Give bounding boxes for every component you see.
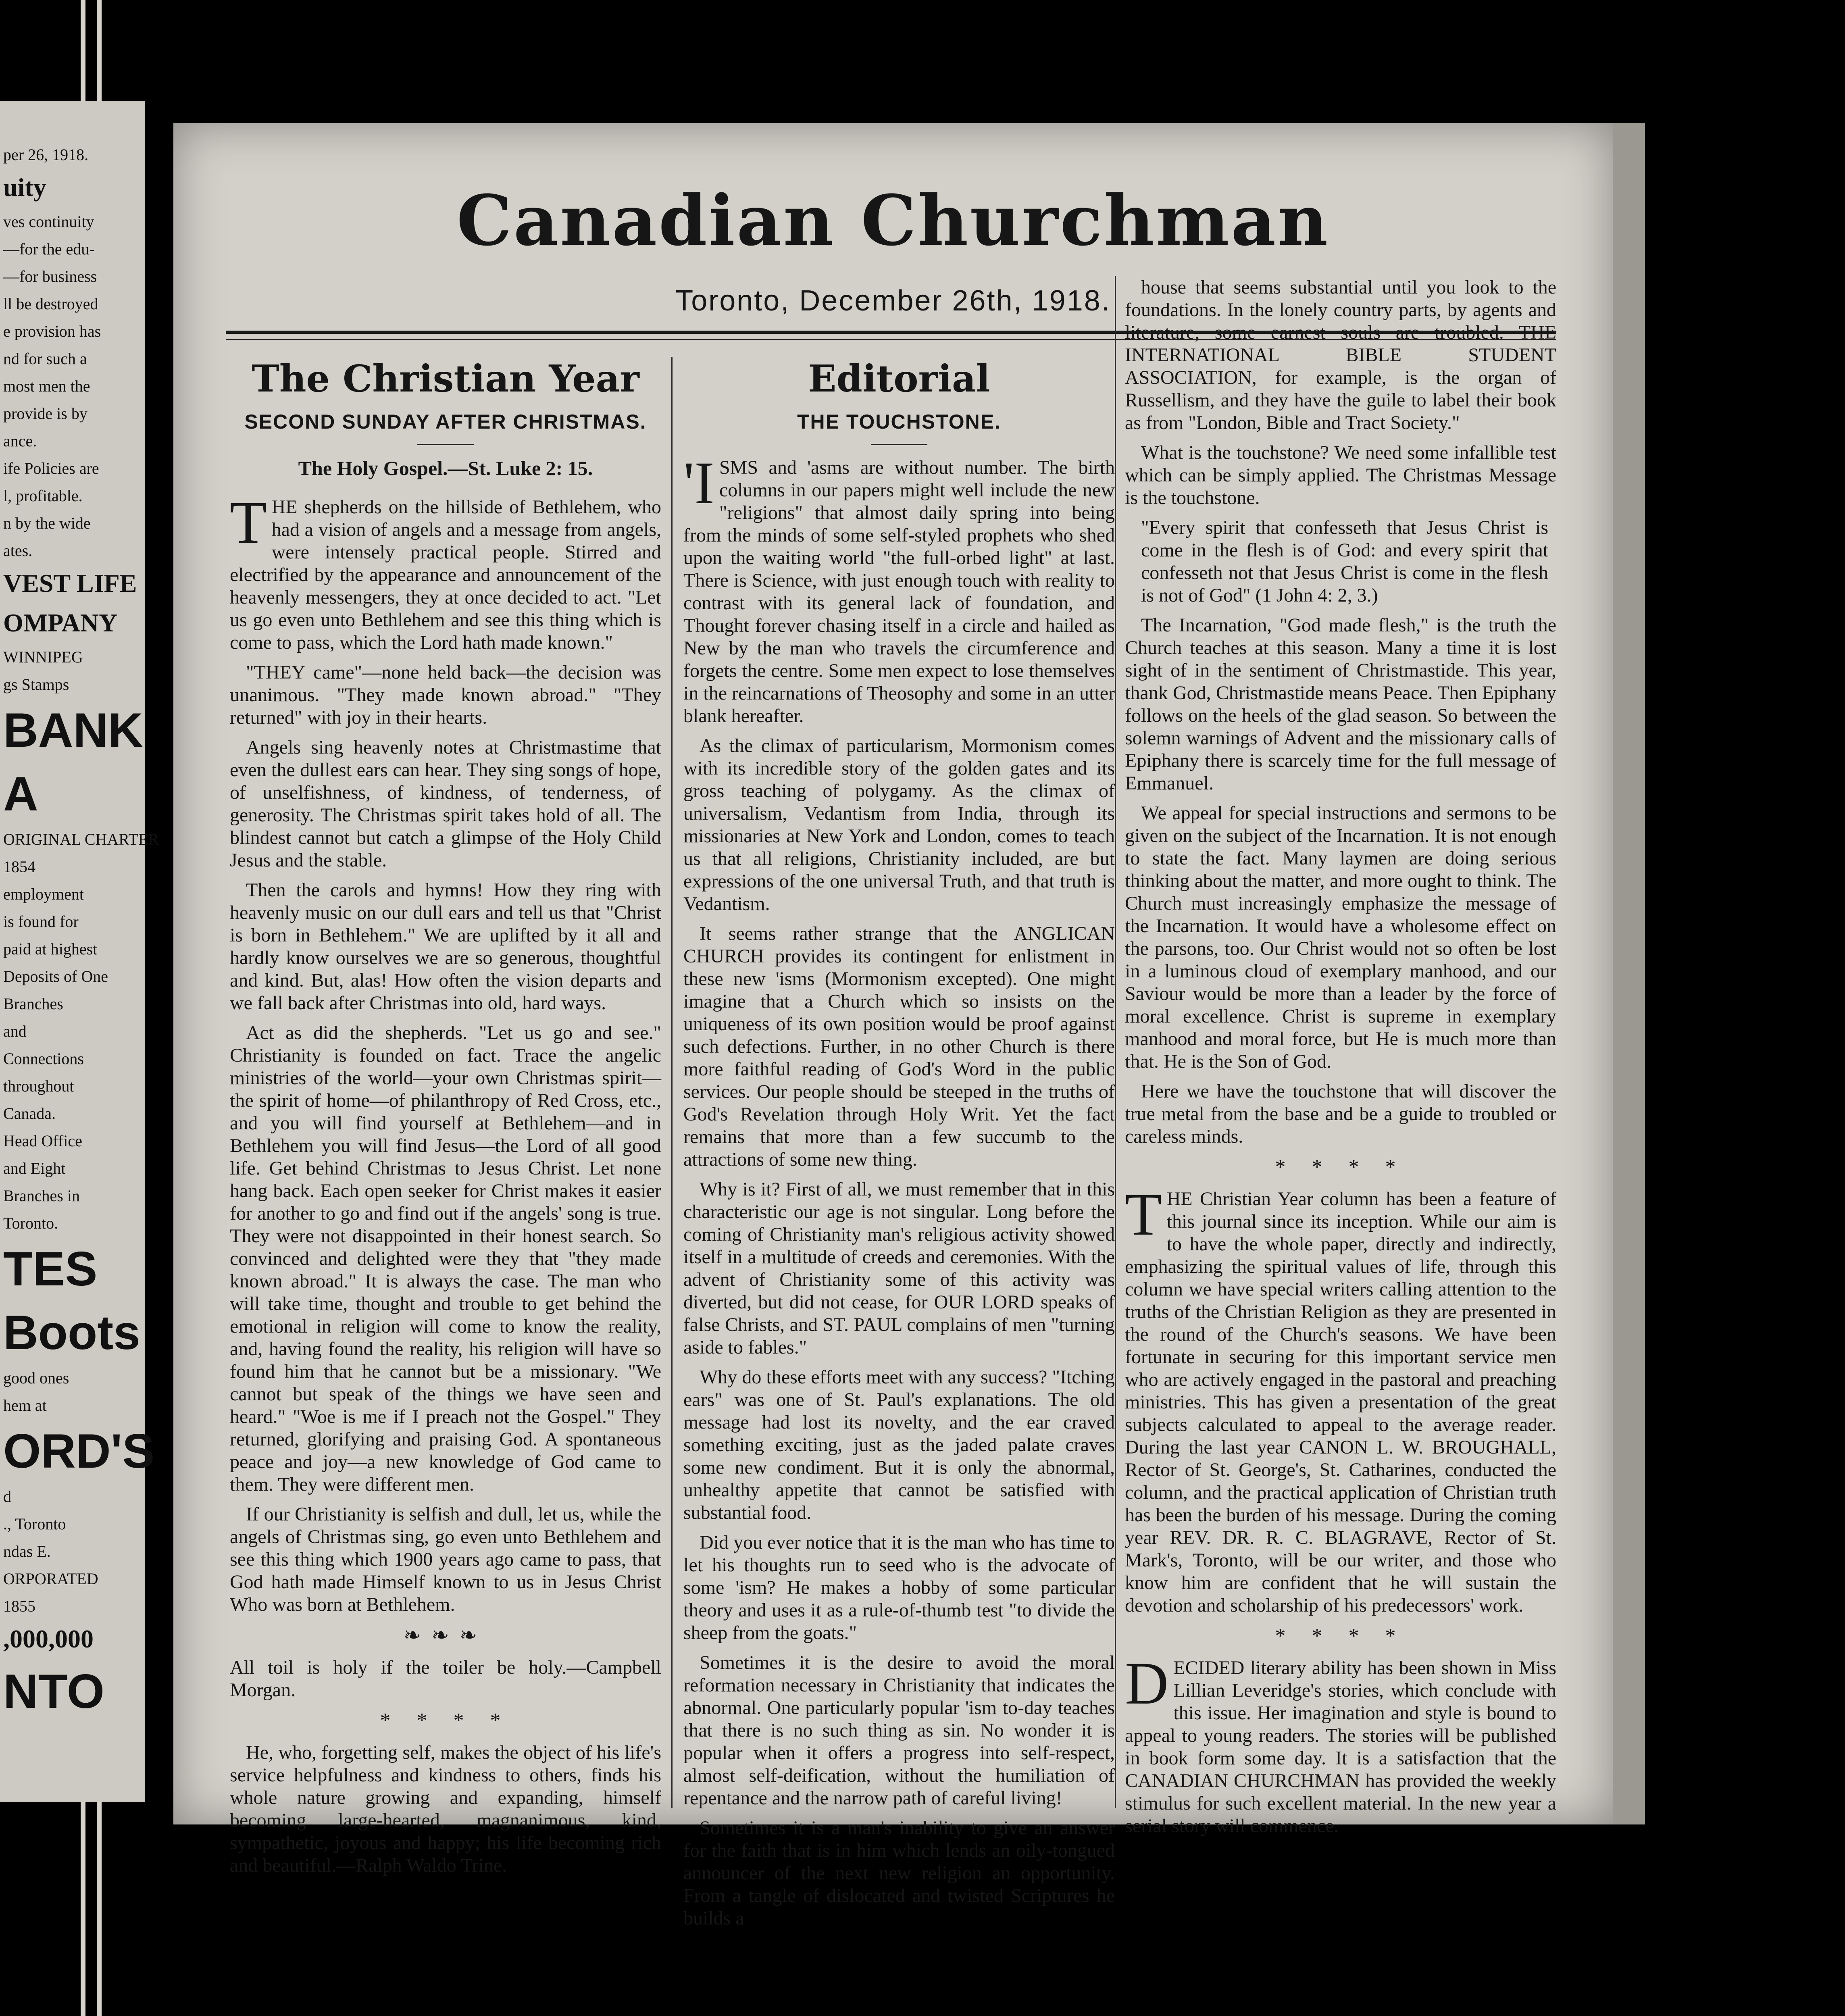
short-rule xyxy=(871,444,927,445)
ad-fragment-text: per 26, 1918. xyxy=(3,146,89,164)
quote-paragraph: All toil is holy if the toiler be holy.—Campbell Morgan. xyxy=(230,1657,661,1701)
body-paragraph: Then the carols and hymns! How they ring with heavenly music on our dull ears and tell us that "Christ is born in Bethlehem." We are uplifted by it all and hardly know ourselves we are so generous, thoughtful and kind. But, alas! How often the vision departs and we fall back after Christmas into old, hard ways. xyxy=(230,879,661,1014)
ad-fragment-text: WINNIPEG xyxy=(3,648,83,666)
christian-year-column xyxy=(230,357,661,1884)
short-rule xyxy=(417,444,474,445)
ad-fragment-text: OMPANY xyxy=(3,608,118,637)
note-paragraph: DECIDED literary ability has been shown in Miss Lillian Leveridge's stories, which conclude with this issue. Her imagination and style is bound to appeal to young readers. The stories will be published in book form some day. It is a satisfaction that the CANADIAN CHURCHMAN has provided the weekly stimulus for such excellent material. In the new year a serial story will commence. xyxy=(1125,1650,1556,1837)
ad-fragment-text: provide is by xyxy=(3,404,87,423)
ad-fragment-text: ife Policies are xyxy=(3,459,99,477)
ad-fragment-text: TES xyxy=(3,1242,98,1296)
ad-fragment-text: ndas E. xyxy=(3,1542,51,1560)
ad-fragment-text: Toronto. xyxy=(3,1214,58,1232)
article-body xyxy=(230,489,661,1616)
body-paragraph: Did you ever notice that it is the man who has time to let his thoughts run to seed who is the advocate of some 'ism? He makes a hobby of some particular theory and uses it as a rule-of-thumb test "to divide the sheep from the goats." xyxy=(683,1532,1115,1643)
ad-fragment-text: —for the edu- xyxy=(3,240,95,258)
column-subheading: THE TOUCHSTONE. xyxy=(797,410,1001,433)
ad-fragment-text: n by the wide xyxy=(3,514,91,532)
body-paragraph: As the climax of particularism, Mormonism comes with its incredible story of the golden gates and its gross teaching of polygamy. As the climax of universalism, Vedantism from India, through its missionaries at New York and London, comes to teach us that all religions, Christianity included, are but expressions of the one universal Truth, and that truth is Vedantism. xyxy=(683,735,1115,914)
body-paragraph: house that seems substantial until you look to the foundations. In the lonely country parts, by agents and literature, some earnest souls are troubled. THE INTERNATIONAL BIBLE STUDENT ASSOCIATION, for example, is the organ of Russellism, and they have the guile to label their book as from "London, Bible and Tract Society." xyxy=(1125,277,1556,433)
article-body xyxy=(1125,276,1556,509)
body-paragraph: Here we have the touchstone that will discover the true metal from the base and be a guide to troubled or careless minds. xyxy=(1125,1081,1556,1147)
ad-fragment-text: Branches in xyxy=(3,1187,80,1205)
ad-fragment-text: VEST LIFE xyxy=(3,569,137,598)
ad-fragment-text: Connections xyxy=(3,1050,84,1068)
masthead-date: Toronto, December 26th, 1918. xyxy=(675,285,1111,317)
ad-fragment-text: BANK xyxy=(3,703,143,757)
scripture-quote xyxy=(1125,516,1556,607)
ad-fragment-text: Branches xyxy=(3,995,63,1013)
star-separator: * * * * xyxy=(1275,1156,1406,1179)
column-heading: Editorial xyxy=(808,357,990,400)
star-separator: * * * * xyxy=(380,1709,511,1732)
ad-fragment-text: ates. xyxy=(3,541,33,560)
body-paragraph: Angels sing heavenly notes at Christmastime that even the dullest ears can hear. They sing songs of hope, of unselfishness, of kindness, of tenderness, of generosity. The Christmas spirit takes hold of all. The blindest cannot but catch a glimpse of the Holy Child Jesus and the stable. xyxy=(230,737,661,871)
body-paragraph: Why do these efforts meet with any success? "Itching ears" was one of St. Paul's explanations. The old message had lost its novelty, and the ear craved something exciting, just as the jaded palate craves some new condiment. But it is only the abnormal, unhealthy appetite that cannot be satisfied with substantial food. xyxy=(683,1366,1115,1523)
masthead-title: Canadian Churchman xyxy=(456,179,1330,261)
ad-fragment-text: ., Toronto xyxy=(3,1515,66,1533)
body-paragraph: Why is it? First of all, we must remember that in this characteristic our age is not singular. Long before the coming of Christianity man's religious activity showed itself in a multitude of creeds and ceremonies. With the advent of Christianity some of this activity was diverted, but did not cease, for OUR LORD speaks of false Christs, and ST. PAUL complains of men "turning aside to fables." xyxy=(683,1179,1115,1358)
ad-fragment-text: good ones xyxy=(3,1369,69,1387)
body-paragraph: It seems rather strange that the ANGLICAN CHURCH provides its contingent for enlistment in these new 'isms (Mormonism excepted). One might imagine that a Church which so insists on the uniqueness of its own position would be proof against such defections. Further, in no other Church is there more faithful reading of God's Word in the public services. Our people should be steeped in the truths of God's Revelation through Holy Writ. Yet the fact remains that more than a few succumb to the attractions of some new thing. xyxy=(683,923,1115,1170)
ad-fragment-text: paid at highest xyxy=(3,940,98,958)
ad-fragment-text: ORD'S xyxy=(3,1424,155,1478)
scripture-text: "Every spirit that confesseth that Jesus Christ is come in the flesh is of God: and every spirit that confesseth not that Jesus Christ is come in the flesh is not of God" (1 John 4: 2, 3.) xyxy=(1141,517,1548,606)
body-paragraph: "THEY came"—none held back—the decision was unanimous. "They made known abroad." "They returned" with joy in their hearts. xyxy=(230,662,661,728)
column-heading: The Christian Year xyxy=(252,357,639,400)
ad-fragment-text: d xyxy=(3,1487,11,1506)
ad-fragment-text: ,000,000 xyxy=(3,1624,94,1653)
quote-paragraph: He, who, forgetting self, makes the object of his life's service helpfulness and kindness to others, finds his whole nature growing and expanding, himself becoming large-hearted, magnanimous, kind, sympathetic, joyous and happy; his life becoming rich and beautiful.—Ralph Waldo Trine. xyxy=(230,1742,661,1876)
column-divider xyxy=(671,357,673,1808)
ad-fragment-text: employment xyxy=(3,885,84,903)
column-subheading: SECOND SUNDAY AFTER CHRISTMAS. xyxy=(244,410,647,433)
ad-fragment-text: Head Office xyxy=(3,1132,82,1150)
ornament-separator: ❧❧❧ xyxy=(403,1624,488,1647)
body-paragraph: The Incarnation, "God made flesh," is the truth the Church teaches at this season. Many a time it is lost sight of in the sentiment of Christmastide. This year, thank God, Christmastide means Peace. Then Epiphany follows on the heels of the glad season. So between the solemn warnings of Advent and the missionary calls of Epiphany there is scarcely time for the full message of Emmanuel. xyxy=(1125,614,1556,794)
editorial-column xyxy=(683,357,1115,1937)
note-paragraph: THE Christian Year column has been a feature of this journal since its inception. While our aim is to have the whole paper, directly and indirectly, emphasizing the spiritual values of life, through this column we have special writers calling attention to the truths of the Christian Religion as they are presented in the round of the Church's seasons. We have been fortunate in securing for this important service men who are actively engaged in the pastoral and preaching ministries. This has given a presentation of the great subjects calculated to appeal to the average reader. During the last year CANON L. W. BROUGHALL, Rector of St. George's, St. Catharines, conducted the column, and the practical application of Christian truth has been the burden of his message. During the coming year REV. DR. R. C. BLAGRAVE, Rector of St. Mark's, Toronto, will be our writer, and those who know him are confident that he will sustain the devotion and scholarship of his predecessors' work. xyxy=(1125,1181,1556,1616)
ad-fragment-text: ance. xyxy=(3,432,37,450)
ad-fragment-text: A xyxy=(3,767,38,821)
body-paragraph: If our Christianity is selfish and dull, let us, while the angels of Christmas sing, go even unto Bethlehem and see this thing which 1900 years ago came to pass, that God hath made Himself known to us in Jesus Christ Who was born at Bethlehem. xyxy=(230,1504,661,1615)
ad-fragment-text: 1854 xyxy=(3,858,35,876)
ad-fragment-text: hem at xyxy=(3,1396,47,1414)
ad-fragment-text: ORIGINAL CHARTER xyxy=(3,830,159,848)
editorial-continued-column xyxy=(1125,276,1556,1845)
ad-fragment-text: —for business xyxy=(3,267,97,285)
ad-fragment-text: e provision has xyxy=(3,322,101,340)
body-paragraph: Act as did the shepherds. "Let us go and see." Christianity is founded on fact. Trace the angelic ministries of the world—your own Christmas spirit—the spirit of home—of philanthropy of Red Cross, etc., and you will find yourself at Bethlehem—and in Bethlehem you will find Jesus—the Lord of all good life. Get behind Christmas to Jesus Christ. Let none hang back. Each open seeker for Christ makes it easier for another to go and find out if the angels' song is true. They were not disappointed in their honest search. So convinced and delighted were they that "they made known abroad." It is always the case. The man who will take time, thought and trouble to get behind the emotional in religion will come to know the reality, and, having found the reality, his religion will have so found him that he cannot but be a missionary. "We cannot but speak of the things we have seen and heard." "Woe is me if I preach not the Gospel." They returned, glorifying and praising God. A spontaneous peace and joy—a new knowledge of God came to them. They were different men. xyxy=(230,1022,661,1495)
ad-fragment-text: 1855 xyxy=(3,1597,35,1615)
body-paragraph: THE shepherds on the hillside of Bethlehem, who had a vision of angels and a message from angels, were intensely practical people. Stirred and electrified by the appearance and announcement of the heavenly messengers, they at once decided to act. "Let us go even unto Bethlehem and see this thing which is come to pass, which the Lord hath made known." xyxy=(230,489,661,653)
ad-fragment-text: most men the xyxy=(3,377,90,395)
newspaper-page xyxy=(173,123,1613,1929)
ad-fragment-text: and Eight xyxy=(3,1159,66,1177)
body-paragraph: We appeal for special instructions and sermons to be given on the subject of the Incarnation. It is not enough to state the fact. Many laymen are doing serious thinking about the matter, and more ought to think. The Church must increasingly emphasize the message of the Incarnation. It would have a wholesome effect on the parsons, too. Our Christ would not so often be lost in a luminous cloud of exemplary manhood, and our Saviour would be more than a leader by the force of moral excellence. Christ is supreme in exemplary manhood and moral force, but He is much more than that. He is the Son of God. xyxy=(1125,802,1556,1072)
ad-fragment-text: NTO xyxy=(3,1664,105,1718)
article-body xyxy=(683,450,1115,1930)
body-paragraph: What is the touchstone? We need some infallible test which can be simply applied. The Christmas Message is the touchstone. xyxy=(1125,442,1556,508)
adjacent-page-strip xyxy=(0,101,159,1802)
column-divider xyxy=(1115,276,1116,1808)
star-separator: * * * * xyxy=(1275,1624,1406,1647)
page-edge xyxy=(1613,123,1645,1824)
ad-fragment-text: ves continuity xyxy=(3,212,94,231)
ad-fragment-text: ll be destroyed xyxy=(3,295,98,313)
body-paragraph: 'ISMS and 'asms are without number. The birth columns in our papers might well include the new "religions" that almost daily spring into being from the minds of some self-styled prophets who shed upon the waiting world "the full-orbed light" at last. There is Science, with just enough touch with reality to contrast with its general lack of foundation, and Thought forever chasing itself in a circle and hailed as New by the man who travels the circumference and forgets the centre. Some men expect to lose themselves in the reincarnations of Theosophy and some in an utter blank hereafter. xyxy=(683,450,1115,727)
ad-fragment-text: Boots xyxy=(3,1306,140,1360)
ad-fragment-text: l, profitable. xyxy=(3,487,83,505)
ad-fragment-text: is found for xyxy=(3,912,79,931)
ad-fragment-text: ORPORATED xyxy=(3,1570,98,1588)
ad-fragment-text: uity xyxy=(3,173,46,202)
ad-fragment-text: nd for such a xyxy=(3,350,87,368)
ad-fragment-text: and xyxy=(3,1022,27,1040)
ad-fragment-text: Canada. xyxy=(3,1104,56,1123)
body-paragraph: Sometimes it is a man's inability to give an answer for the faith that is in him which lends an oily-tongued announcer of the next new religion an opportunity. From a tangle of dislocated and twisted Scriptures he builds a xyxy=(683,1817,1115,1929)
article-body xyxy=(1125,614,1556,1148)
gospel-reference: The Holy Gospel.—St. Luke 2: 15. xyxy=(298,457,593,479)
ad-fragment-text: throughout xyxy=(3,1077,74,1095)
ad-fragment-text: Deposits of One xyxy=(3,967,108,985)
body-paragraph: Sometimes it is the desire to avoid the moral reformation necessary in Christianity that indicates the abnormal. One particularly popular 'ism to-day teaches that there is no such thing as sin. No wonder it is popular when it offers a progress into self-respect, almost self-deification, without the humiliation of repentance and the narrow path of careful living! xyxy=(683,1652,1115,1809)
ad-fragment-text: gs Stamps xyxy=(3,675,69,694)
